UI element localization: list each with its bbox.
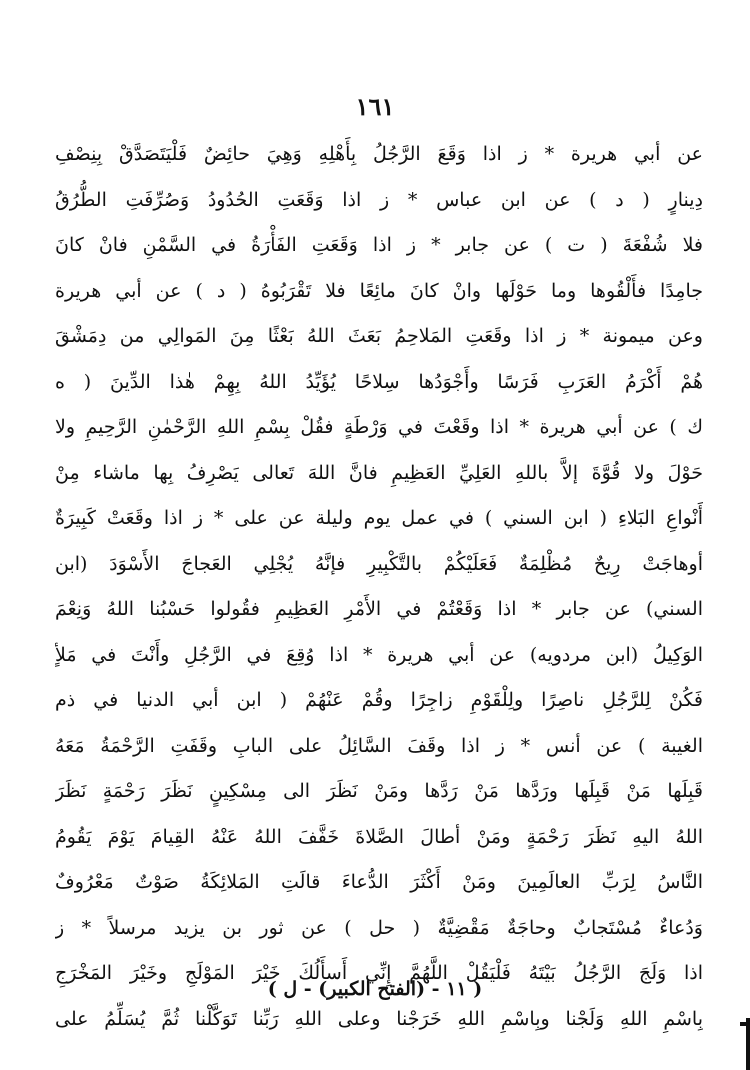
- text-line: حَوْلَ ولا قُوَّةَ إلاَّ باللهِ العَلِيِّ العَظِيمِ فانَّ اللهَ تَعالى يَصْرِفُ بِها ماشاء مِنْ: [55, 461, 703, 484]
- text-line: اذا وَلَجَ الرَّجُلُ بَيْتَهُ فَلْيَقُلْ اللَّهُمَّ إِنِّي أَسأَلُكَ خَيْرَ المَوْلَجِ وخَيْرَ المَخْرَجِ: [55, 962, 703, 984]
- text-line: فَكُنْ لِلرَّجُلِ ناصِرًا ولِلْقَوْمِ زاجِرًا وقُمْ عَنْهُمْ ( ابن أبي الدنيا في ذم: [55, 689, 703, 711]
- text-line: أوهاجَتْ رِيحٌ مُظْلِمَةٌ فَعَلَيْكُمْ بالتَّكْبِيرِ فإنَّهُ يُجْلِي العَجاجَ الأَسْوَدَ (ابن: [55, 552, 703, 575]
- text-line: وَدُعاءٌ مُسْتَجابٌ وحاجَةٌ مَقْضِيَّةٌ ( حل ) عن ثور بن يزيد مرسلاً * ز: [55, 916, 703, 939]
- signature-footer: ( ١١ - (الفتح الكبير) - ل ): [267, 978, 483, 1000]
- text-line: الوَكِيلُ (ابن مردويه) عن أبي هريرة * اذا وُقِعَ في الرَّجُلِ وأَنْتَ في مَلأٍ: [55, 643, 703, 666]
- text-line: فلا شُفْعَةَ ( ت ) عن جابر * ز اذا وَقَعَتِ الفَأْرَةُ في السَّمْنِ فانْ كانَ: [55, 234, 703, 256]
- text-line: دِينارٍ ( د ) عن ابن عباس * ز اذا وَقَعَتِ الحُدُودُ وَصُرِّفَتِ الطُّرُقُ: [55, 188, 703, 211]
- text-line: النَّاسُ لِرَبِّ العالَمِينَ ومَنْ أَكْثَرَ الدُّعاءَ قالَتِ المَلائِكَةُ صَوْتٌ مَعْرُوفٌ: [55, 871, 703, 893]
- text-line: هُمْ أَكْرَمُ العَرَبِ فَرَسًا وأَجْوَدُها سِلاحًا يُؤَيِّدُ اللهُ بِهِمْ هٰذا الدِّينَ ( ه: [55, 370, 703, 393]
- text-line: أَنْواعِ البَلاءِ ( ابن السني ) في عمل يوم وليلة عن على * ز اذا وقَعَتْ كَبِيرَةٌ: [55, 507, 703, 529]
- text-line: عن أبي هريرة * ز اذا وَقَعَ الرَّجُلُ بِأَهْلِهِ وَهِيَ حائِضٌ فَلْيَتَصَدَّقْ بِنِصْفِ: [55, 143, 703, 165]
- text-line: بِاسْمِ اللهِ وَلَجْنا وبِاسْمِ اللهِ خَرَجْنا وعلى اللهِ رَبِّنا تَوَكَّلْنا ثُمَّ يُسَلِّمُ على: [55, 1007, 703, 1030]
- text-line: ك ) عن أبي هريرة * اذا وقَعْتَ في وَرْطَةٍ فقُلْ بِسْمِ اللهِ الرَّحْمٰنِ الرَّحِيمِ ولا: [55, 416, 703, 438]
- text-line: وعن ميمونة * ز اذا وقَعَتِ المَلاحِمُ بَعَثَ اللهُ بَعْثًا مِنَ المَوالِي من دِمَشْقَ: [55, 325, 703, 347]
- text-line: جامِدًا فأَلْقُوها وما حَوْلَها وانْ كانَ مائِعًا فلا تَقْرَبُوهُ ( د ) عن أبي هريرة: [55, 279, 703, 302]
- text-line: قَبِلَها مَنْ قَبِلَها ورَدَّها مَنْ رَدَّها ومَنْ نَظَرَ الى مِسْكِينٍ نَظَرَ رَحْمَةٍ نَظَرَ: [55, 780, 703, 802]
- text-line: السني) عن جابر * اذا وَقَعْتُمْ في الأَمْرِ العَظِيمِ فقُولوا حَسْبُنا اللهُ وَنِعْمَ: [55, 598, 703, 620]
- page-number: ١٦١: [355, 92, 395, 121]
- text-line: الغيبة ) عن أنس * ز اذا وقَفَ السَّائِلُ على البابِ وقَفَتِ الرَّحْمَةُ مَعَهُ: [55, 734, 703, 757]
- edge-tick: [740, 1022, 750, 1026]
- body-text: [55, 132, 703, 1042]
- text-line: اللهُ اليهِ نَظَرَ رَحْمَةٍ ومَنْ أطالَ الصَّلاةَ خَفَّفَ اللهُ عَنْهُ القِيامَ يَوْمَ يَقُومُ: [55, 825, 703, 848]
